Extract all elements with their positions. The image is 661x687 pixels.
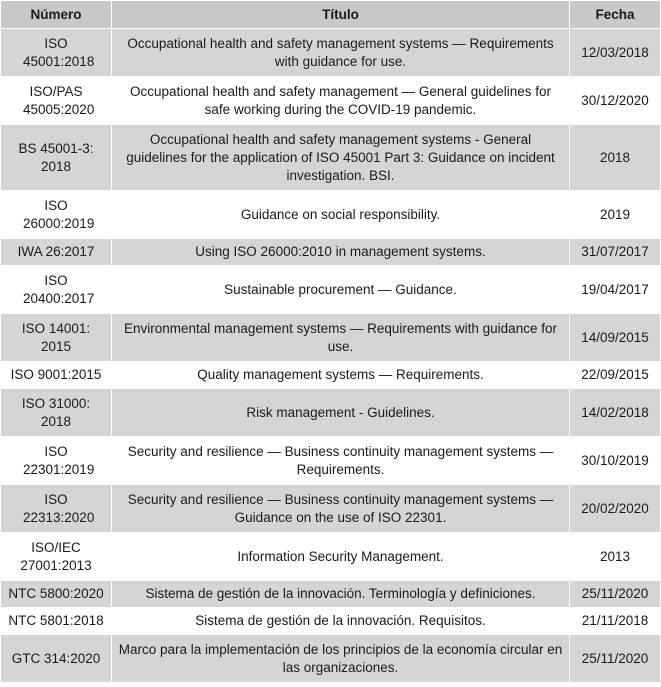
- table-row: [1, 581, 661, 608]
- cell-numero: ISO/IEC 27001:2013: [1, 533, 112, 581]
- cell-numero: ISO 20400:2017: [1, 266, 112, 314]
- cell-fecha: 30/10/2019: [570, 437, 661, 485]
- table-row: [1, 608, 661, 635]
- table-header-row: [1, 1, 661, 29]
- cell-fecha: 21/11/2018: [570, 608, 661, 635]
- cell-numero: ISO 22301:2019: [1, 437, 112, 485]
- cell-numero: GTC 314:2020: [1, 635, 112, 683]
- cell-fecha: 14/09/2015: [570, 314, 661, 362]
- table-row: [1, 29, 661, 77]
- cell-fecha: 20/02/2020: [570, 485, 661, 533]
- table-row: [1, 533, 661, 581]
- cell-titulo: Sistema de gestión de la innovación. Terminología y definiciones.: [112, 581, 570, 608]
- cell-titulo: Marco para la implementación de los principios de la economía circular en las organizaciones.: [112, 635, 570, 683]
- table-row: [1, 437, 661, 485]
- table-row: [1, 362, 661, 389]
- cell-numero: ISO/PAS 45005:2020: [1, 77, 112, 125]
- table-row: [1, 266, 661, 314]
- cell-titulo: Quality management systems — Requirements.: [112, 362, 570, 389]
- cell-titulo: Using ISO 26000:2010 in management systems.: [112, 239, 570, 266]
- cell-titulo: Environmental management systems — Requirements with guidance for use.: [112, 314, 570, 362]
- cell-fecha: 30/12/2020: [570, 77, 661, 125]
- cell-titulo: Occupational health and safety management — General guidelines for safe working during the COVID-19 pandemic.: [112, 77, 570, 125]
- header-titulo: Título: [112, 1, 570, 29]
- cell-titulo: Security and resilience — Business continuity management systems — Requirements.: [112, 437, 570, 485]
- cell-fecha: 2019: [570, 191, 661, 239]
- cell-titulo: Risk management - Guidelines.: [112, 389, 570, 437]
- table-row: [1, 125, 661, 191]
- cell-numero: IWA 26:2017: [1, 239, 112, 266]
- cell-fecha: 25/11/2020: [570, 635, 661, 683]
- cell-numero: NTC 5800:2020: [1, 581, 112, 608]
- cell-titulo: Occupational health and safety management systems — Requirements with guidance for use.: [112, 29, 570, 77]
- cell-titulo: Sistema de gestión de la innovación. Requisitos.: [112, 608, 570, 635]
- cell-fecha: 12/03/2018: [570, 29, 661, 77]
- cell-numero: ISO 22313:2020: [1, 485, 112, 533]
- cell-titulo: Sustainable procurement — Guidance.: [112, 266, 570, 314]
- table-row: [1, 191, 661, 239]
- cell-numero: NTC 5801:2018: [1, 608, 112, 635]
- cell-fecha: 2018: [570, 125, 661, 191]
- cell-numero: ISO 26000:2019: [1, 191, 112, 239]
- table-row: [1, 485, 661, 533]
- cell-numero: ISO 9001:2015: [1, 362, 112, 389]
- cell-numero: ISO 14001: 2015: [1, 314, 112, 362]
- cell-titulo: Security and resilience — Business continuity management systems — Guidance on the use of ISO 22301.: [112, 485, 570, 533]
- cell-fecha: 19/04/2017: [570, 266, 661, 314]
- table-row: [1, 239, 661, 266]
- cell-fecha: 14/02/2018: [570, 389, 661, 437]
- cell-fecha: 31/07/2017: [570, 239, 661, 266]
- cell-fecha: 2013: [570, 533, 661, 581]
- cell-numero: ISO 31000: 2018: [1, 389, 112, 437]
- cell-titulo: Information Security Management.: [112, 533, 570, 581]
- cell-fecha: 22/09/2015: [570, 362, 661, 389]
- cell-numero: BS 45001-3: 2018: [1, 125, 112, 191]
- table-row: [1, 635, 661, 683]
- header-numero: Número: [1, 1, 112, 29]
- cell-titulo: Guidance on social responsibility.: [112, 191, 570, 239]
- table-row: [1, 77, 661, 125]
- header-fecha: Fecha: [570, 1, 661, 29]
- table-row: [1, 314, 661, 362]
- cell-numero: ISO 45001:2018: [1, 29, 112, 77]
- cell-titulo: Occupational health and safety management systems - General guidelines for the application of ISO 45001 Part 3: Guidance on incident investigation. BSI.: [112, 125, 570, 191]
- cell-fecha: 25/11/2020: [570, 581, 661, 608]
- table-row: [1, 389, 661, 437]
